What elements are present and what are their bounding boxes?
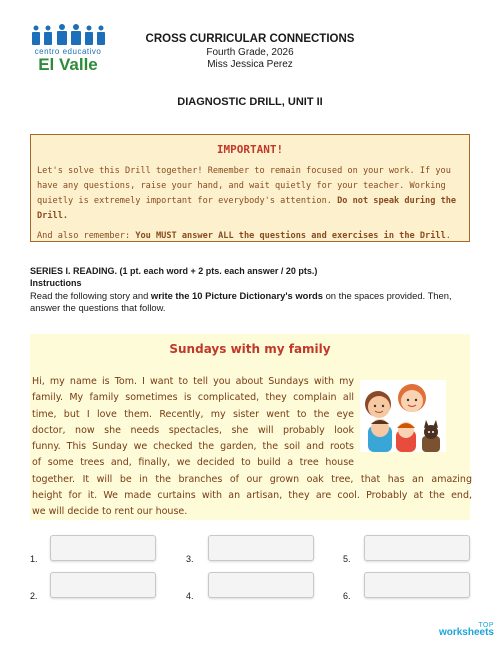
important-text-bold: Do not speak during the Drill. xyxy=(37,196,457,221)
reminder-end: . xyxy=(445,231,451,241)
logo-subtitle: centro educativo xyxy=(34,47,102,56)
story-line: time, but I love them. Recently, my sister went to the eye xyxy=(32,408,354,420)
topworksheets-watermark xyxy=(439,622,494,638)
answer-field-4[interactable] xyxy=(208,572,314,598)
important-notice xyxy=(30,134,470,242)
answer-number: 1. xyxy=(30,554,38,564)
instructions-post: on the spaces provided. Then, answer the questions that follow. xyxy=(30,290,452,313)
answer-field-3[interactable] xyxy=(208,535,314,561)
instructions-text xyxy=(30,290,475,314)
watermark-main: worksheets xyxy=(438,627,494,638)
story-title: Sundays with my family xyxy=(169,342,331,356)
story-line: funny. This Sunday we checked the garden, the soil and roots xyxy=(32,441,354,453)
answer-number: 6. xyxy=(343,591,351,601)
story-line: together. It will be in the branches of our grown oak tree, that has an amazing xyxy=(32,473,472,485)
reminder-plain: And also remember: xyxy=(37,231,136,241)
important-text-plain: Let's solve this Drill together! Remember to remain focused on your work. If you have any questions, raise your hand, and wait quietly for your teacher. Working quietly is extremely important for everybody's attention. xyxy=(37,166,451,206)
reminder-bold: You MUST answer ALL the questions and exercises in the Drill xyxy=(135,231,446,241)
series-heading: SERIES I. READING. (1 pt. each word + 2 pts. each answer / 20 pts.) xyxy=(30,266,318,276)
answer-field-2[interactable] xyxy=(50,572,156,598)
important-reminder xyxy=(31,231,469,241)
instructions-label: Instructions xyxy=(30,278,82,288)
family-illustration xyxy=(360,380,446,452)
answer-field-5[interactable] xyxy=(364,535,470,561)
answer-number: 4. xyxy=(186,591,194,601)
logo-name: El Valle xyxy=(38,55,98,74)
story-line: doctor, now she needs spectacles, she will probably look xyxy=(32,424,354,436)
story-panel xyxy=(30,334,470,520)
drill-title: DIAGNOSTIC DRILL, UNIT II xyxy=(177,96,323,108)
instructions-bold: write the 10 Picture Dictionary's words xyxy=(150,290,323,301)
answer-field-1[interactable] xyxy=(50,535,156,561)
teacher-name: Miss Jessica Perez xyxy=(207,59,293,70)
story-line: Hi, my name is Tom. I want to tell you about Sundays with my xyxy=(32,376,354,387)
answer-number: 3. xyxy=(186,554,194,564)
answer-number: 2. xyxy=(30,591,38,601)
document-title: CROSS CURRICULAR CONNECTIONS xyxy=(145,33,355,45)
instructions-pre: Read the following story and xyxy=(30,290,151,301)
story-line: of some trees and, finally, we decided to build a tree house xyxy=(32,457,354,469)
school-logo xyxy=(28,24,108,73)
important-title: IMPORTANT! xyxy=(216,143,284,156)
people-icon xyxy=(28,24,108,46)
grade-year: Fourth Grade, 2026 xyxy=(206,47,294,58)
story-line: height for it. We made curtains with an artisan, they are cool. Probably at the end, xyxy=(32,490,472,502)
answer-field-6[interactable] xyxy=(364,572,470,598)
important-text xyxy=(31,164,469,224)
answer-number: 5. xyxy=(343,554,351,564)
story-line: family. My family sometimes is complicated, they complain all xyxy=(32,392,354,404)
watermark-top: TOP xyxy=(478,622,494,629)
story-line: we will decide to rent our house. xyxy=(32,506,188,518)
